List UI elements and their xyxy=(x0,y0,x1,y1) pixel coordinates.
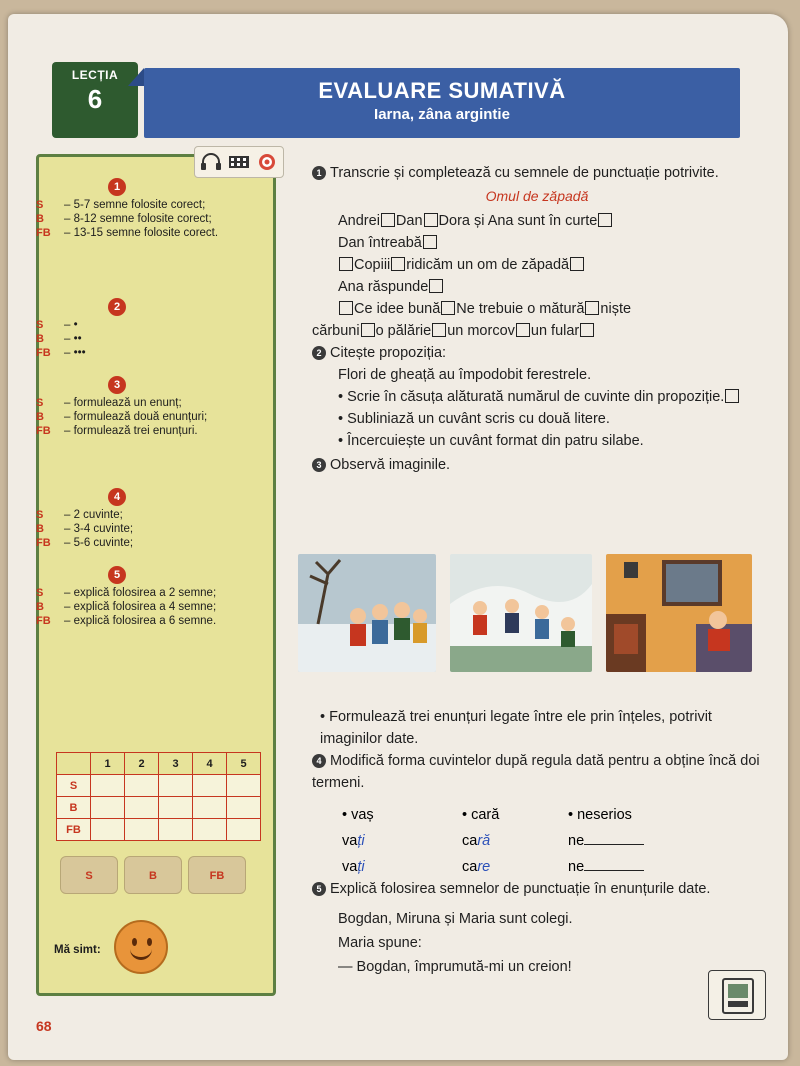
answer-box[interactable] xyxy=(429,279,443,293)
exercise-5 xyxy=(312,878,762,978)
criteria-group-4 xyxy=(36,488,256,550)
smiley-eye xyxy=(132,938,137,946)
answer-box[interactable] xyxy=(598,213,612,227)
table-cell[interactable] xyxy=(159,819,193,841)
criteria-row xyxy=(36,536,256,550)
table-corner-cell xyxy=(57,753,91,775)
exercises-continued xyxy=(312,706,762,794)
task-bullet: • Încercuiește un cuvânt format din patru silabe. xyxy=(338,433,644,449)
text-line xyxy=(312,320,762,342)
grade-code: B xyxy=(36,523,44,535)
text-fragment: Dora și Ana sunt în curte xyxy=(438,213,598,229)
grade-code: S xyxy=(36,509,44,521)
handwritten-answer: ră xyxy=(477,833,491,849)
criteria-text: – • xyxy=(64,319,78,331)
grade-code: B xyxy=(36,213,44,225)
exercise-1-instruction xyxy=(312,162,762,184)
answer-box[interactable] xyxy=(339,257,353,271)
base-word: • neserios xyxy=(568,807,632,823)
text-line xyxy=(312,254,762,276)
table-cell[interactable] xyxy=(125,819,159,841)
exercise-number: 2 xyxy=(312,346,326,360)
criteria-row xyxy=(36,198,256,212)
table-cell[interactable] xyxy=(227,775,261,797)
grade-code: S xyxy=(36,587,44,599)
table-col-header: 2 xyxy=(125,753,159,775)
table-row xyxy=(57,819,261,841)
text-line xyxy=(312,232,762,254)
answer-box[interactable] xyxy=(423,235,437,249)
answer-blank[interactable] xyxy=(584,870,644,871)
table-row-header: FB xyxy=(57,819,91,841)
text-fragment: Ana răspunde xyxy=(338,279,429,295)
text-fragment: Ne trebuie o mătură xyxy=(456,301,585,317)
text-fragment: ridicăm un om de zăpadă xyxy=(406,257,570,273)
table-col-header: 5 xyxy=(227,753,261,775)
exercise-2-instruction xyxy=(312,342,762,364)
criteria-row xyxy=(36,332,256,346)
answer-box[interactable] xyxy=(432,323,446,337)
text-line xyxy=(312,210,762,232)
text-fragment: o pălărie xyxy=(375,323,432,339)
table-row-header: B xyxy=(57,797,91,819)
exercise-5-instruction xyxy=(312,878,762,900)
criteria-text: – •• xyxy=(64,333,82,345)
scroll-badge-fb: FB xyxy=(188,856,246,894)
handwritten-answer: ți xyxy=(357,859,365,875)
word-answer[interactable] xyxy=(568,828,644,854)
page-title: EVALUARE SUMATIVĂ xyxy=(318,78,566,103)
table-col-header: 1 xyxy=(91,753,125,775)
smiley-face-icon xyxy=(114,920,168,974)
word-answer[interactable] xyxy=(462,854,499,880)
grade-code: FB xyxy=(36,347,51,359)
answer-box[interactable] xyxy=(391,257,405,271)
text-line xyxy=(312,298,762,320)
instruction-text: Explică folosirea semnelor de punctuație în enunțurile date. xyxy=(330,881,711,897)
page-subtitle: Iarna, zâna argintie xyxy=(374,106,510,123)
criteria-number: 1 xyxy=(108,178,126,196)
criteria-group-2 xyxy=(36,298,256,360)
grade-code: FB xyxy=(36,537,51,549)
table-cell[interactable] xyxy=(227,819,261,841)
criteria-text: – 8-12 semne folosite corect; xyxy=(64,213,212,225)
table-cell[interactable] xyxy=(193,797,227,819)
dialogue-line: Bogdan, Miruna și Maria sunt colegi. xyxy=(338,911,573,927)
criteria-text: – ••• xyxy=(64,347,86,359)
dialogue-line: — Bogdan, împrumută-mi un creion! xyxy=(338,959,572,975)
criteria-row xyxy=(36,346,256,360)
text-fragment: va xyxy=(342,859,358,875)
text-fragment: Copiii xyxy=(354,257,391,273)
exercise-number: 1 xyxy=(312,166,326,180)
text-fragment: • Scrie în căsuța alăturată numărul de cuvinte din propoziție. xyxy=(338,389,725,405)
answer-box[interactable] xyxy=(725,389,739,403)
answer-box[interactable] xyxy=(585,301,599,315)
exercise-number: 5 xyxy=(312,882,326,896)
table-row xyxy=(57,775,261,797)
grade-code: S xyxy=(36,397,44,409)
word-column-3 xyxy=(568,802,644,880)
lesson-label: LECȚIA xyxy=(71,68,119,82)
criteria-text: – 5-6 cuvinte; xyxy=(64,537,134,549)
grade-table xyxy=(56,752,261,841)
criteria-row xyxy=(36,424,256,438)
table-cell[interactable] xyxy=(125,797,159,819)
table-cell[interactable] xyxy=(125,775,159,797)
text-fragment: ca xyxy=(462,833,478,849)
word-answer[interactable] xyxy=(462,828,499,854)
illustration-children-winter xyxy=(298,554,436,672)
illustration-child-by-window xyxy=(606,554,752,672)
answer-box[interactable] xyxy=(361,323,375,337)
answer-box[interactable] xyxy=(516,323,530,337)
grade-code: S xyxy=(36,199,44,211)
answer-box[interactable] xyxy=(441,301,455,315)
criteria-text: – formulează trei enunțuri. xyxy=(64,425,198,437)
text-fragment: un morcov xyxy=(447,323,515,339)
criteria-text: – explică folosirea a 6 semne. xyxy=(64,615,217,627)
criteria-text: – formulează două enunțuri; xyxy=(64,411,208,423)
criteria-row xyxy=(36,522,256,536)
word-column-2 xyxy=(462,802,499,880)
table-row xyxy=(57,797,261,819)
answer-box[interactable] xyxy=(339,301,353,315)
handwritten-answer: re xyxy=(477,859,491,875)
criteria-text: – explică folosirea a 2 semne; xyxy=(64,587,217,599)
text-fragment: niște xyxy=(600,301,632,317)
text-fragment: ca xyxy=(462,859,478,875)
answer-box[interactable] xyxy=(424,213,438,227)
criteria-text: – explică folosirea a 4 semne; xyxy=(64,601,217,613)
task-bullet xyxy=(312,386,762,408)
grade-code: FB xyxy=(36,615,51,627)
word-column-1 xyxy=(342,802,374,880)
handwritten-answer: ți xyxy=(357,833,365,849)
exercise-number: 3 xyxy=(312,458,326,472)
scroll-badge-s: S xyxy=(60,856,118,894)
scanner-icon xyxy=(708,970,766,1020)
answer-box[interactable] xyxy=(580,323,594,337)
criteria-row xyxy=(36,410,256,424)
grade-code: FB xyxy=(36,425,51,437)
film-icon xyxy=(228,153,250,171)
criteria-row xyxy=(36,226,256,240)
criteria-row xyxy=(36,396,256,410)
criteria-group-3 xyxy=(36,376,256,438)
text-fragment: Ce idee bună xyxy=(354,301,441,317)
task-bullet: • Formulează trei enunțuri legate între ele prin înțeles, potrivit imaginilor date. xyxy=(320,709,712,747)
criteria-text: – formulează un enunț; xyxy=(64,397,182,409)
exercise-number: 4 xyxy=(312,754,326,768)
table-row-header: S xyxy=(57,775,91,797)
grade-code: S xyxy=(36,319,44,331)
criteria-text: – 13-15 semne folosite corect. xyxy=(64,227,219,239)
instruction-text: Citește propoziția: xyxy=(330,345,447,361)
criteria-number: 5 xyxy=(108,566,126,584)
answer-blank[interactable] xyxy=(584,844,644,845)
base-word: • cară xyxy=(462,807,500,823)
base-word: • vaș xyxy=(342,807,374,823)
criteria-number: 3 xyxy=(108,376,126,394)
grade-code: B xyxy=(36,411,44,423)
dialogue-line: Maria spune: xyxy=(338,935,422,951)
table-cell[interactable] xyxy=(91,775,125,797)
answer-box[interactable] xyxy=(381,213,395,227)
instruction-text: Modifică forma cuvintelor după regula dată pentru a obține încă doi termeni. xyxy=(312,753,760,791)
criteria-text: – 3-4 cuvinte; xyxy=(64,523,134,535)
illustrations xyxy=(298,554,752,672)
poem-title: Omul de zăpadă xyxy=(485,188,589,204)
criteria-number: 2 xyxy=(108,298,126,316)
lesson-tab xyxy=(52,62,138,138)
word-answer[interactable] xyxy=(342,828,374,854)
criteria-row xyxy=(36,508,256,522)
criteria-row xyxy=(36,212,256,226)
text-fragment: Andrei xyxy=(338,213,380,229)
target-icon xyxy=(256,153,278,171)
activity-icons xyxy=(194,146,284,178)
grade-code: B xyxy=(36,601,44,613)
exercise-3-instruction xyxy=(312,454,762,476)
text-fragment: ne xyxy=(568,833,585,849)
text-fragment: cărbuni xyxy=(312,323,360,339)
grade-code: FB xyxy=(36,227,51,239)
exercises xyxy=(312,162,762,476)
word-answer[interactable] xyxy=(568,854,644,880)
table-cell[interactable] xyxy=(227,797,261,819)
criteria-text: – 2 cuvinte; xyxy=(64,509,123,521)
criteria-group-5 xyxy=(36,566,256,628)
grade-code: B xyxy=(36,333,44,345)
sentence-text: Flori de gheață au împodobit ferestrele. xyxy=(338,367,592,383)
table-cell[interactable] xyxy=(159,797,193,819)
smiley-mouth xyxy=(130,948,152,960)
criteria-row xyxy=(36,318,256,332)
text-fragment: va xyxy=(342,833,358,849)
text-fragment: Dan xyxy=(395,213,423,229)
title-banner xyxy=(144,68,740,138)
table-cell[interactable] xyxy=(193,819,227,841)
criteria-number: 4 xyxy=(108,488,126,506)
criteria-group-1 xyxy=(36,178,256,240)
criteria-row xyxy=(36,600,256,614)
textbook-page xyxy=(8,14,788,1060)
page-number: 68 xyxy=(36,1018,52,1034)
table-header-row xyxy=(57,753,261,775)
instruction-text: Transcrie și completează cu semnele de punctuație potrivite. xyxy=(330,165,719,181)
exercise-4-instruction xyxy=(312,750,762,794)
table-col-header: 4 xyxy=(193,753,227,775)
word-answer[interactable] xyxy=(342,854,374,880)
table-cell[interactable] xyxy=(193,775,227,797)
table-col-header: 3 xyxy=(159,753,193,775)
text-fragment: ne xyxy=(568,859,585,875)
task-bullet: • Subliniază un cuvânt scris cu două litere. xyxy=(338,411,610,427)
lesson-number: 6 xyxy=(87,84,103,114)
criteria-text: – 5-7 semne folosite corect; xyxy=(64,199,206,211)
table-cell[interactable] xyxy=(91,797,125,819)
criteria-row xyxy=(36,586,256,600)
smiley-eye xyxy=(147,938,152,946)
table-cell[interactable] xyxy=(91,819,125,841)
illustration-children-playing xyxy=(450,554,592,672)
answer-box[interactable] xyxy=(570,257,584,271)
text-line xyxy=(312,276,762,298)
text-fragment: Dan întreabă xyxy=(338,235,422,251)
feeling-label: Mă simt: xyxy=(54,944,101,956)
instruction-text: Observă imaginile. xyxy=(330,457,451,473)
criteria-row xyxy=(36,614,256,628)
scroll-badge-b: B xyxy=(124,856,182,894)
table-cell[interactable] xyxy=(159,775,193,797)
headphones-icon xyxy=(200,153,222,171)
text-fragment: un fular xyxy=(530,323,580,339)
